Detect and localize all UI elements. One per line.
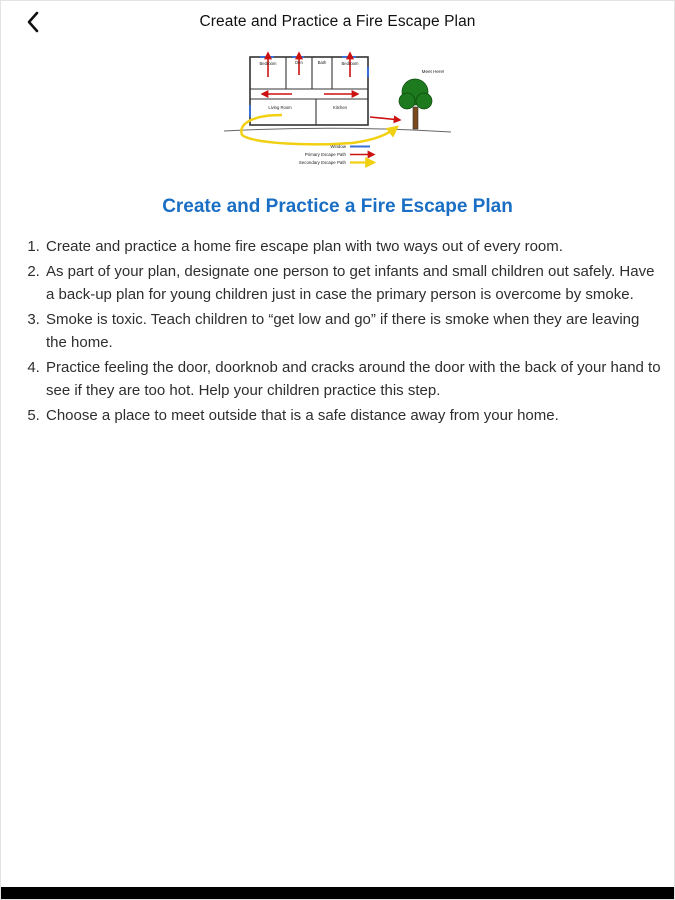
article-content — [1, 43, 674, 899]
room-label-kitchen: Kitchen — [333, 105, 347, 110]
tip-text: Create and practice a home fire escape plan with two ways out of every room. — [46, 238, 563, 255]
tip-item — [44, 404, 664, 428]
room-label-bedroom-right: Bedroom — [341, 61, 359, 66]
room-label-bedroom-left: Bedroom — [259, 61, 277, 66]
tip-item — [44, 308, 664, 355]
meet-here-label: Meet Here! — [421, 69, 445, 74]
tip-text: Smoke is toxic. Teach children to “get low and go” if there is smoke when they are leaving the home. — [46, 310, 640, 351]
legend-label-secondary: Secondary Escape Path — [298, 160, 346, 165]
room-label-living-room: Living Room — [268, 105, 292, 110]
legend — [299, 144, 374, 165]
tip-item — [44, 235, 664, 259]
tree-trunk — [413, 107, 418, 129]
tip-item — [44, 356, 664, 403]
tree-canopy — [399, 79, 432, 109]
legend-label-window: Window — [330, 144, 346, 149]
room-label-den: Den — [295, 60, 303, 65]
chevron-left-icon — [24, 10, 42, 34]
tip-text: Choose a place to meet outside that is a safe distance away from your home. — [46, 406, 559, 424]
back-button[interactable] — [17, 6, 49, 38]
tip-text: As part of your plan, designate one person to get infants and small children out safely. Have a back-up plan for young children just in case the primary person is overcome by smoke. — [46, 262, 655, 303]
home-indicator-bar — [1, 887, 674, 899]
navigation-bar — [1, 1, 674, 43]
legend-label-primary: Primary Escape Path — [304, 152, 346, 157]
figure-container — [1, 47, 674, 172]
meeting-tree — [399, 79, 432, 129]
fire-escape-plan-illustration — [220, 47, 455, 172]
page-title: Create and Practice a Fire Escape Plan — [199, 13, 476, 30]
article-heading: Create and Practice a Fire Escape Plan — [162, 196, 513, 217]
tips-list — [27, 235, 664, 427]
room-label-bath: Bath — [317, 60, 327, 65]
tip-item — [44, 260, 664, 307]
tip-text: Practice feeling the door, doorknob and cracks around the door with the back of your hand to see if they are too hot. Help your children practice this step. — [46, 358, 661, 399]
